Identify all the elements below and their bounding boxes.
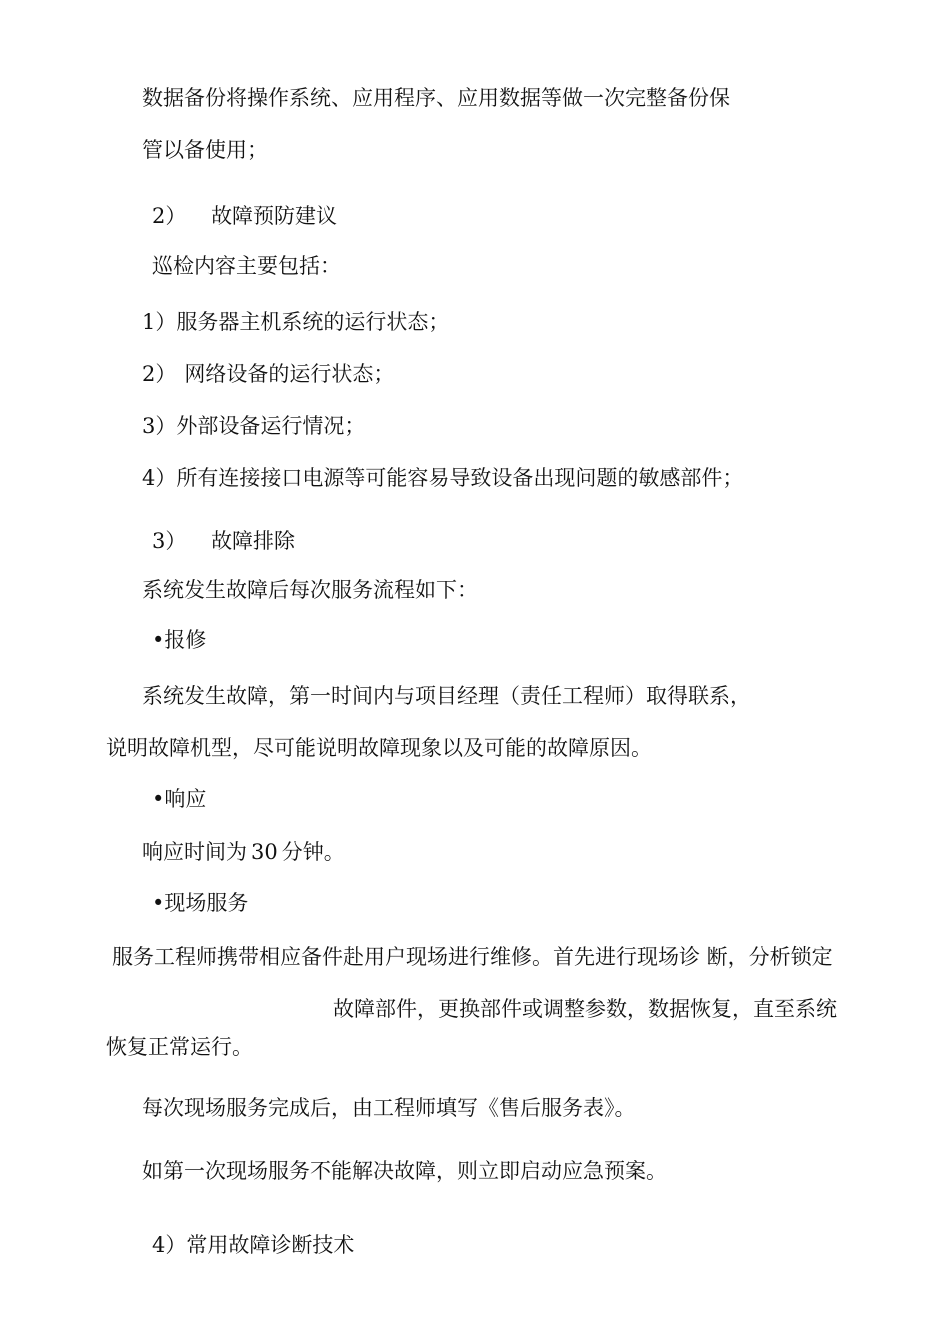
paragraph-backup-line1 — [142, 88, 730, 109]
text: 巡检内容主要包括： — [152, 254, 341, 278]
text: 如第一次现场服务不能解决故障，则立即启动应急预案。 — [142, 1159, 667, 1183]
list-item-3 — [142, 416, 365, 437]
section-heading-troubleshooting — [152, 531, 295, 552]
text: 系统发生故障后每次服务流程如下： — [142, 578, 478, 602]
list-number: 3） — [142, 414, 177, 438]
response-time — [142, 842, 345, 863]
section-title: 常用故障诊断技术 — [186, 1233, 355, 1257]
paragraph-backup-line2 — [142, 140, 268, 161]
list-text: 所有连接接口电源等可能容易导致设备出现问题的敏感部件； — [176, 466, 744, 490]
section-heading-prevention — [152, 206, 337, 227]
list-text: 服务器主机系统的运行状态； — [176, 310, 450, 334]
paragraph-onsite-line2 — [333, 999, 837, 1020]
section-number: 4） — [152, 1233, 187, 1257]
list-number: 2） — [142, 362, 177, 386]
bullet-response — [152, 789, 206, 810]
paragraph-report-line1 — [142, 686, 751, 707]
section-title: 故障预防建议 — [211, 204, 338, 228]
list-item-4 — [142, 468, 743, 489]
paragraph-emergency-plan — [142, 1161, 667, 1182]
text: 故障部件，更换部件或调整参数，数据恢复，直至系统 — [333, 997, 837, 1021]
paragraph-service-form — [142, 1098, 636, 1119]
text: 数据备份将操作系统、应用程序、应用数据等做一次完整备份保 — [142, 86, 730, 110]
text: 服务工程师携带相应备件赴用户现场进行维修。首先进行现场诊 断，分析锁定 — [112, 945, 833, 969]
paragraph-onsite-line1 — [112, 947, 833, 968]
bullet-text: •报修 — [152, 628, 207, 652]
text: 说明故障机型，尽可能说明故障现象以及可能的故障原因。 — [106, 736, 652, 760]
list-text: 网络设备的运行状态； — [184, 362, 395, 386]
section-number: 2） — [152, 204, 187, 228]
text: 响应时间为 — [142, 840, 247, 864]
paragraph-onsite-line3 — [106, 1037, 253, 1058]
bullet-onsite-service — [152, 893, 248, 914]
section-title: 故障排除 — [211, 529, 296, 553]
text: 分钟。 — [281, 840, 345, 864]
response-minutes: 30 — [251, 840, 278, 864]
text: 系统发生故障，第一时间内与项目经理（责任工程师）取得联系， — [142, 684, 751, 708]
bullet-text: •现场服务 — [152, 891, 249, 915]
list-number: 1） — [142, 310, 177, 334]
text: 每次现场服务完成后，由工程师填写《售后服务表》。 — [142, 1096, 636, 1120]
text: 管以备使用； — [142, 138, 268, 162]
list-item-1 — [142, 312, 449, 333]
service-flow-intro — [142, 580, 478, 601]
list-text: 外部设备运行情况； — [176, 414, 366, 438]
paragraph-report-line2 — [106, 738, 652, 759]
text: 恢复正常运行。 — [106, 1035, 253, 1059]
inspection-intro — [152, 256, 341, 277]
bullet-text: •响应 — [152, 787, 207, 811]
list-item-2 — [142, 364, 394, 385]
list-number: 4） — [142, 466, 177, 490]
section-number: 3） — [152, 529, 187, 553]
bullet-repair-report — [152, 630, 206, 651]
section-heading-diagnosis — [152, 1235, 354, 1256]
